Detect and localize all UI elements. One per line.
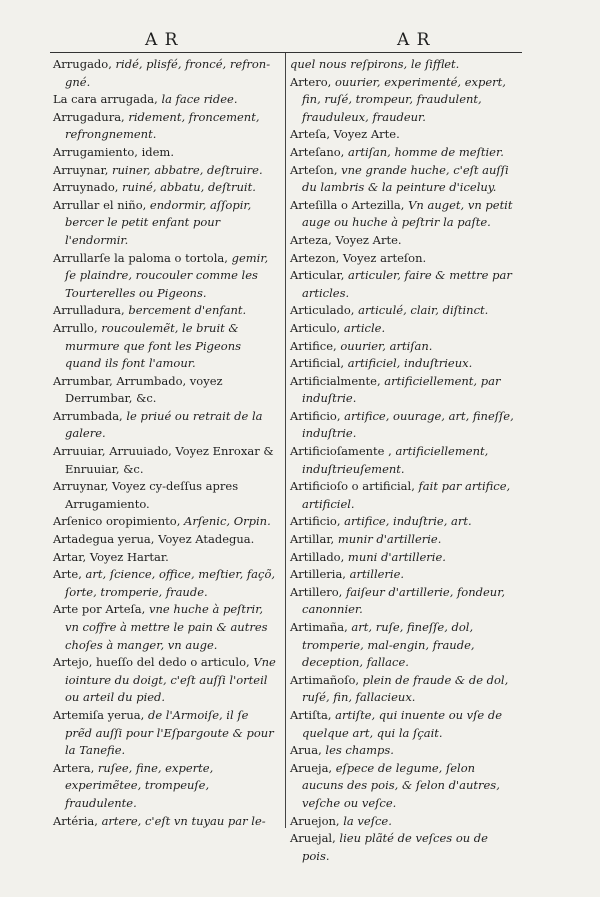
dictionary-entry — [290, 338, 516, 356]
entry-gloss: ridement, froncement, refrongnement. — [65, 109, 260, 142]
entry-gloss: roucoulemẽt, le bruit & murmure que font les Pigeons quand ils font l'amour. — [65, 320, 242, 371]
dictionary-entry — [53, 56, 279, 91]
left-column — [53, 56, 279, 830]
dictionary-entry — [290, 302, 516, 320]
entry-lemma: Arrugado, — [53, 57, 112, 71]
entry-gloss: vne huche à peſtrir, vn coffre à mettre le pain & autres choſes à manger, vn auge. — [65, 602, 268, 652]
entry-lemma: Artera, — [53, 760, 95, 775]
entry-lemma: Artificio, — [290, 408, 341, 423]
dictionary-entry — [290, 373, 516, 408]
dictionary-entry — [290, 408, 516, 443]
running-head-right: A R — [397, 30, 431, 50]
entry-gloss: la veſce. — [339, 813, 392, 828]
dictionary-entry — [53, 250, 279, 303]
dictionary-entry — [53, 566, 279, 601]
dictionary-entry — [53, 654, 279, 707]
entry-lemma: Arte por Arteſa, — [53, 602, 146, 617]
entry-lemma: Arteſilla o Artezilla, — [290, 197, 405, 212]
entry-lemma: Arteſon, — [290, 162, 338, 177]
entry-lemma: Artificioſamente , — [290, 444, 392, 459]
dictionary-entry — [290, 478, 516, 513]
dictionary-entry — [290, 355, 516, 373]
entry-lemma: La cara arrugada, — [53, 92, 158, 107]
dictionary-entry — [290, 760, 516, 813]
entry-gloss: le priué ou retrait de la galere. — [65, 408, 263, 441]
dictionary-entry — [53, 144, 279, 162]
entry-lemma: Arrugadura, — [53, 109, 125, 124]
dictionary-entry — [290, 584, 516, 619]
dictionary-entry — [290, 566, 516, 584]
entry-gloss: artificiellement, par induſtrie. — [302, 373, 501, 406]
entry-gloss: ouurier, experimenté, expert, fin, ruſé, trompeur, fraudulent, frauduleux, fraudeur. — [302, 74, 506, 124]
dictionary-entry — [290, 513, 516, 531]
entry-lemma: Arte, — [53, 567, 82, 582]
dictionary-entry — [290, 531, 516, 549]
dictionary-entry — [53, 601, 279, 654]
dictionary-entry — [290, 549, 516, 567]
entry-lemma: Artero, — [290, 74, 332, 89]
entry-lemma: Artificialmente, — [290, 373, 381, 388]
dictionary-entry — [53, 197, 279, 250]
entry-lemma: Artificioſo o artificial, — [290, 479, 415, 494]
entry-gloss: Vn auget, vn petit auge ou huche à peſtrir la paſte. — [302, 197, 513, 230]
dictionary-entry — [290, 144, 516, 162]
dictionary-entry — [290, 56, 516, 74]
dictionary-entry — [290, 126, 516, 144]
entry-lemma: Artejo, hueſſo del dedo o articulo, — [53, 655, 250, 670]
dictionary-entry — [290, 74, 516, 127]
entry-lemma: Arrullar el niño, — [53, 197, 147, 212]
entry-lemma: Arrullarſe la paloma o tortola, — [53, 250, 228, 265]
entry-gloss: la face ridee. — [157, 92, 238, 107]
entry-gloss: Arſenic, Orpin. — [180, 514, 271, 529]
entry-lemma: Artillar, — [290, 532, 335, 547]
entry-lemma: Artimaña, — [290, 620, 348, 634]
entry-lemma: Artillado, — [290, 549, 345, 564]
dictionary-entry — [53, 109, 279, 144]
dictionary-entry — [290, 197, 516, 232]
entry-gloss: articulé, clair, diſtinct. — [354, 303, 489, 318]
dictionary-entry — [290, 742, 516, 760]
entry-lemma: Artificial, — [290, 356, 345, 371]
entry-lemma: Arteſa, Voyez Arte. — [290, 127, 400, 142]
header-rule — [50, 52, 522, 53]
dictionary-entry — [290, 232, 516, 250]
entry-lemma: Arteſano, — [290, 144, 345, 159]
entry-gloss: artificiel, induſtrieux. — [344, 356, 473, 371]
entry-lemma: Artezon, Voyez arteſon. — [290, 250, 427, 265]
entry-lemma: Arrumbar, Arrumbado, voyez Derrumbar, &c. — [53, 373, 223, 406]
entry-gloss: ridé, plisfé, froncé, refron-gné. — [65, 57, 271, 89]
entry-gloss: les champs. — [321, 743, 394, 758]
dictionary-entry — [53, 373, 279, 408]
entry-gloss: munir d'artillerie. — [334, 532, 442, 547]
entry-lemma: Artadegua yerua, Voyez Atadegua. — [53, 532, 255, 547]
entry-gloss: muni d'artillerie. — [344, 549, 446, 564]
entry-lemma: Artimañoſo, — [290, 672, 360, 687]
dictionary-entry — [53, 179, 279, 197]
entry-lemma: Artéria, — [53, 813, 98, 828]
dictionary-entry — [53, 478, 279, 513]
entry-gloss: eſpece de legume, ſelon aucuns des pois, & ſelon d'autres, veſche ou veſce. — [302, 760, 500, 810]
entry-lemma: Artiſta, — [290, 707, 332, 722]
entry-lemma: Arrullo, — [53, 320, 98, 335]
entry-gloss: artifice, ouurage, art, fineſſe, induſtrie. — [302, 408, 514, 441]
dictionary-entry — [53, 707, 279, 760]
entry-gloss: artiſte, qui inuente ou vſe de quelque art, qui la ſçait. — [302, 707, 503, 740]
entry-lemma: Arruynar, — [53, 162, 109, 177]
entry-lemma: Arruuiar, Arruuiado, Voyez Enroxar & Enruuiar, &c. — [53, 444, 274, 476]
entry-lemma: Arſenico oropimiento, — [53, 514, 181, 529]
entry-lemma: Aruejon, — [290, 813, 340, 828]
entry-lemma: Arrugamiento, idem. — [53, 144, 174, 159]
dictionary-entry — [53, 531, 279, 549]
entry-gloss: ouurier, artiſan. — [336, 338, 433, 353]
dictionary-entry — [53, 443, 279, 478]
dictionary-entry — [53, 408, 279, 443]
dictionary-entry — [53, 813, 279, 831]
entry-gloss: art, ruſe, fineſſe, dol, tromperie, mal-engin, fraude, deception, fallace. — [302, 620, 475, 670]
dictionary-entry — [290, 320, 516, 338]
dictionary-entry — [290, 830, 516, 865]
entry-gloss: ruiner, abbatre, deſtruire. — [108, 162, 263, 177]
entry-lemma: Artilleria, — [290, 567, 346, 582]
entry-gloss: faiſeur d'artillerie, fondeur, canonnier. — [302, 584, 506, 617]
dictionary-entry — [53, 320, 279, 373]
entry-lemma: Arteza, Voyez Arte. — [290, 232, 402, 247]
entry-gloss: artificiellement, induſtrieuſement. — [302, 444, 489, 476]
entry-lemma: Arueja, — [290, 760, 333, 775]
entry-gloss: artillerie. — [345, 567, 405, 582]
dictionary-entry — [53, 513, 279, 531]
entry-lemma: Arua, — [290, 743, 322, 758]
running-head-left: A R — [145, 30, 179, 50]
entry-lemma: Artificio, — [290, 514, 341, 529]
entry-lemma: Articulado, — [290, 303, 355, 318]
column-divider — [285, 53, 286, 828]
entry-lemma: Artillero, — [290, 584, 343, 599]
entry-gloss: gemir, ſe plaindre, roucouler comme les Tourterelles ou Pigeons. — [65, 250, 269, 300]
dictionary-entry — [290, 267, 516, 302]
dictionary-entry — [53, 302, 279, 320]
dictionary-entry — [53, 162, 279, 180]
right-column — [290, 56, 516, 865]
entry-gloss: plein de fraude & de dol, ruſé, fin, fallacieux. — [302, 672, 509, 705]
entry-lemma: Arruynado, — [53, 180, 119, 195]
dictionary-entry — [290, 672, 516, 707]
dictionary-entry — [53, 91, 279, 109]
entry-lemma: Arrumbada, — [53, 408, 123, 423]
entry-gloss: bercement d'enfant. — [124, 303, 247, 318]
entry-gloss: ruſee, fine, experte, experimẽtee, trompeuſe, fraudulente. — [65, 760, 214, 810]
entry-gloss: vne grande huche, c'eſt auſſi du lambris & la peinture d'iceluy. — [302, 162, 509, 195]
entry-lemma: Aruejal, — [290, 831, 336, 846]
entry-lemma: Artemiſa yerua, — [53, 707, 145, 722]
entry-gloss: artiſan, homme de meſtier. — [344, 144, 504, 159]
entry-lemma: Arrulladura, — [53, 303, 125, 318]
entry-gloss: lieu plãté de veſces ou de pois. — [302, 831, 488, 863]
entry-gloss: art, ſcience, office, meſtier, façõ, ſorte, tromperie, fraude. — [65, 567, 276, 599]
entry-gloss: quel nous reſpirons, le ſifflet. — [290, 57, 460, 71]
entry-lemma: Arruynar, Voyez cy-deſſus apres Arrugamiento. — [53, 479, 239, 511]
dictionary-entry — [290, 707, 516, 742]
entry-gloss: ruiné, abbatu, deſtruit. — [118, 180, 256, 195]
dictionary-entry — [290, 162, 516, 197]
entry-lemma: Articular, — [290, 268, 345, 283]
entry-gloss: endormir, aſſopir, bercer le petit enfant pour l'endormir. — [65, 197, 252, 247]
entry-gloss: Vne iointure du doigt, c'eſt auſſi l'orteil ou arteil du pied. — [65, 655, 276, 705]
entry-gloss: fait par artifice, artificiel. — [302, 479, 511, 511]
entry-gloss: article. — [340, 320, 386, 335]
dictionary-entry — [290, 813, 516, 831]
entry-lemma: Artifice, — [290, 338, 337, 353]
entry-lemma: Artar, Voyez Hartar. — [53, 549, 169, 564]
dictionary-entry — [290, 619, 516, 672]
dictionary-entry — [290, 250, 516, 268]
dictionary-entry — [53, 760, 279, 813]
entry-lemma: Articulo, — [290, 320, 341, 335]
entry-gloss: artere, c'eſt vn tuyau par le- — [97, 813, 266, 828]
entry-gloss: artifice, induſtrie, art. — [340, 514, 472, 529]
entry-gloss: articuler, faire & mettre par articles. — [302, 268, 512, 300]
entry-gloss: de l'Armoiſe, il ſe prẽd auſſi pour l'Eſpargoute & pour la Tanefie. — [65, 707, 274, 758]
dictionary-entry — [290, 443, 516, 478]
dictionary-entry — [53, 549, 279, 567]
